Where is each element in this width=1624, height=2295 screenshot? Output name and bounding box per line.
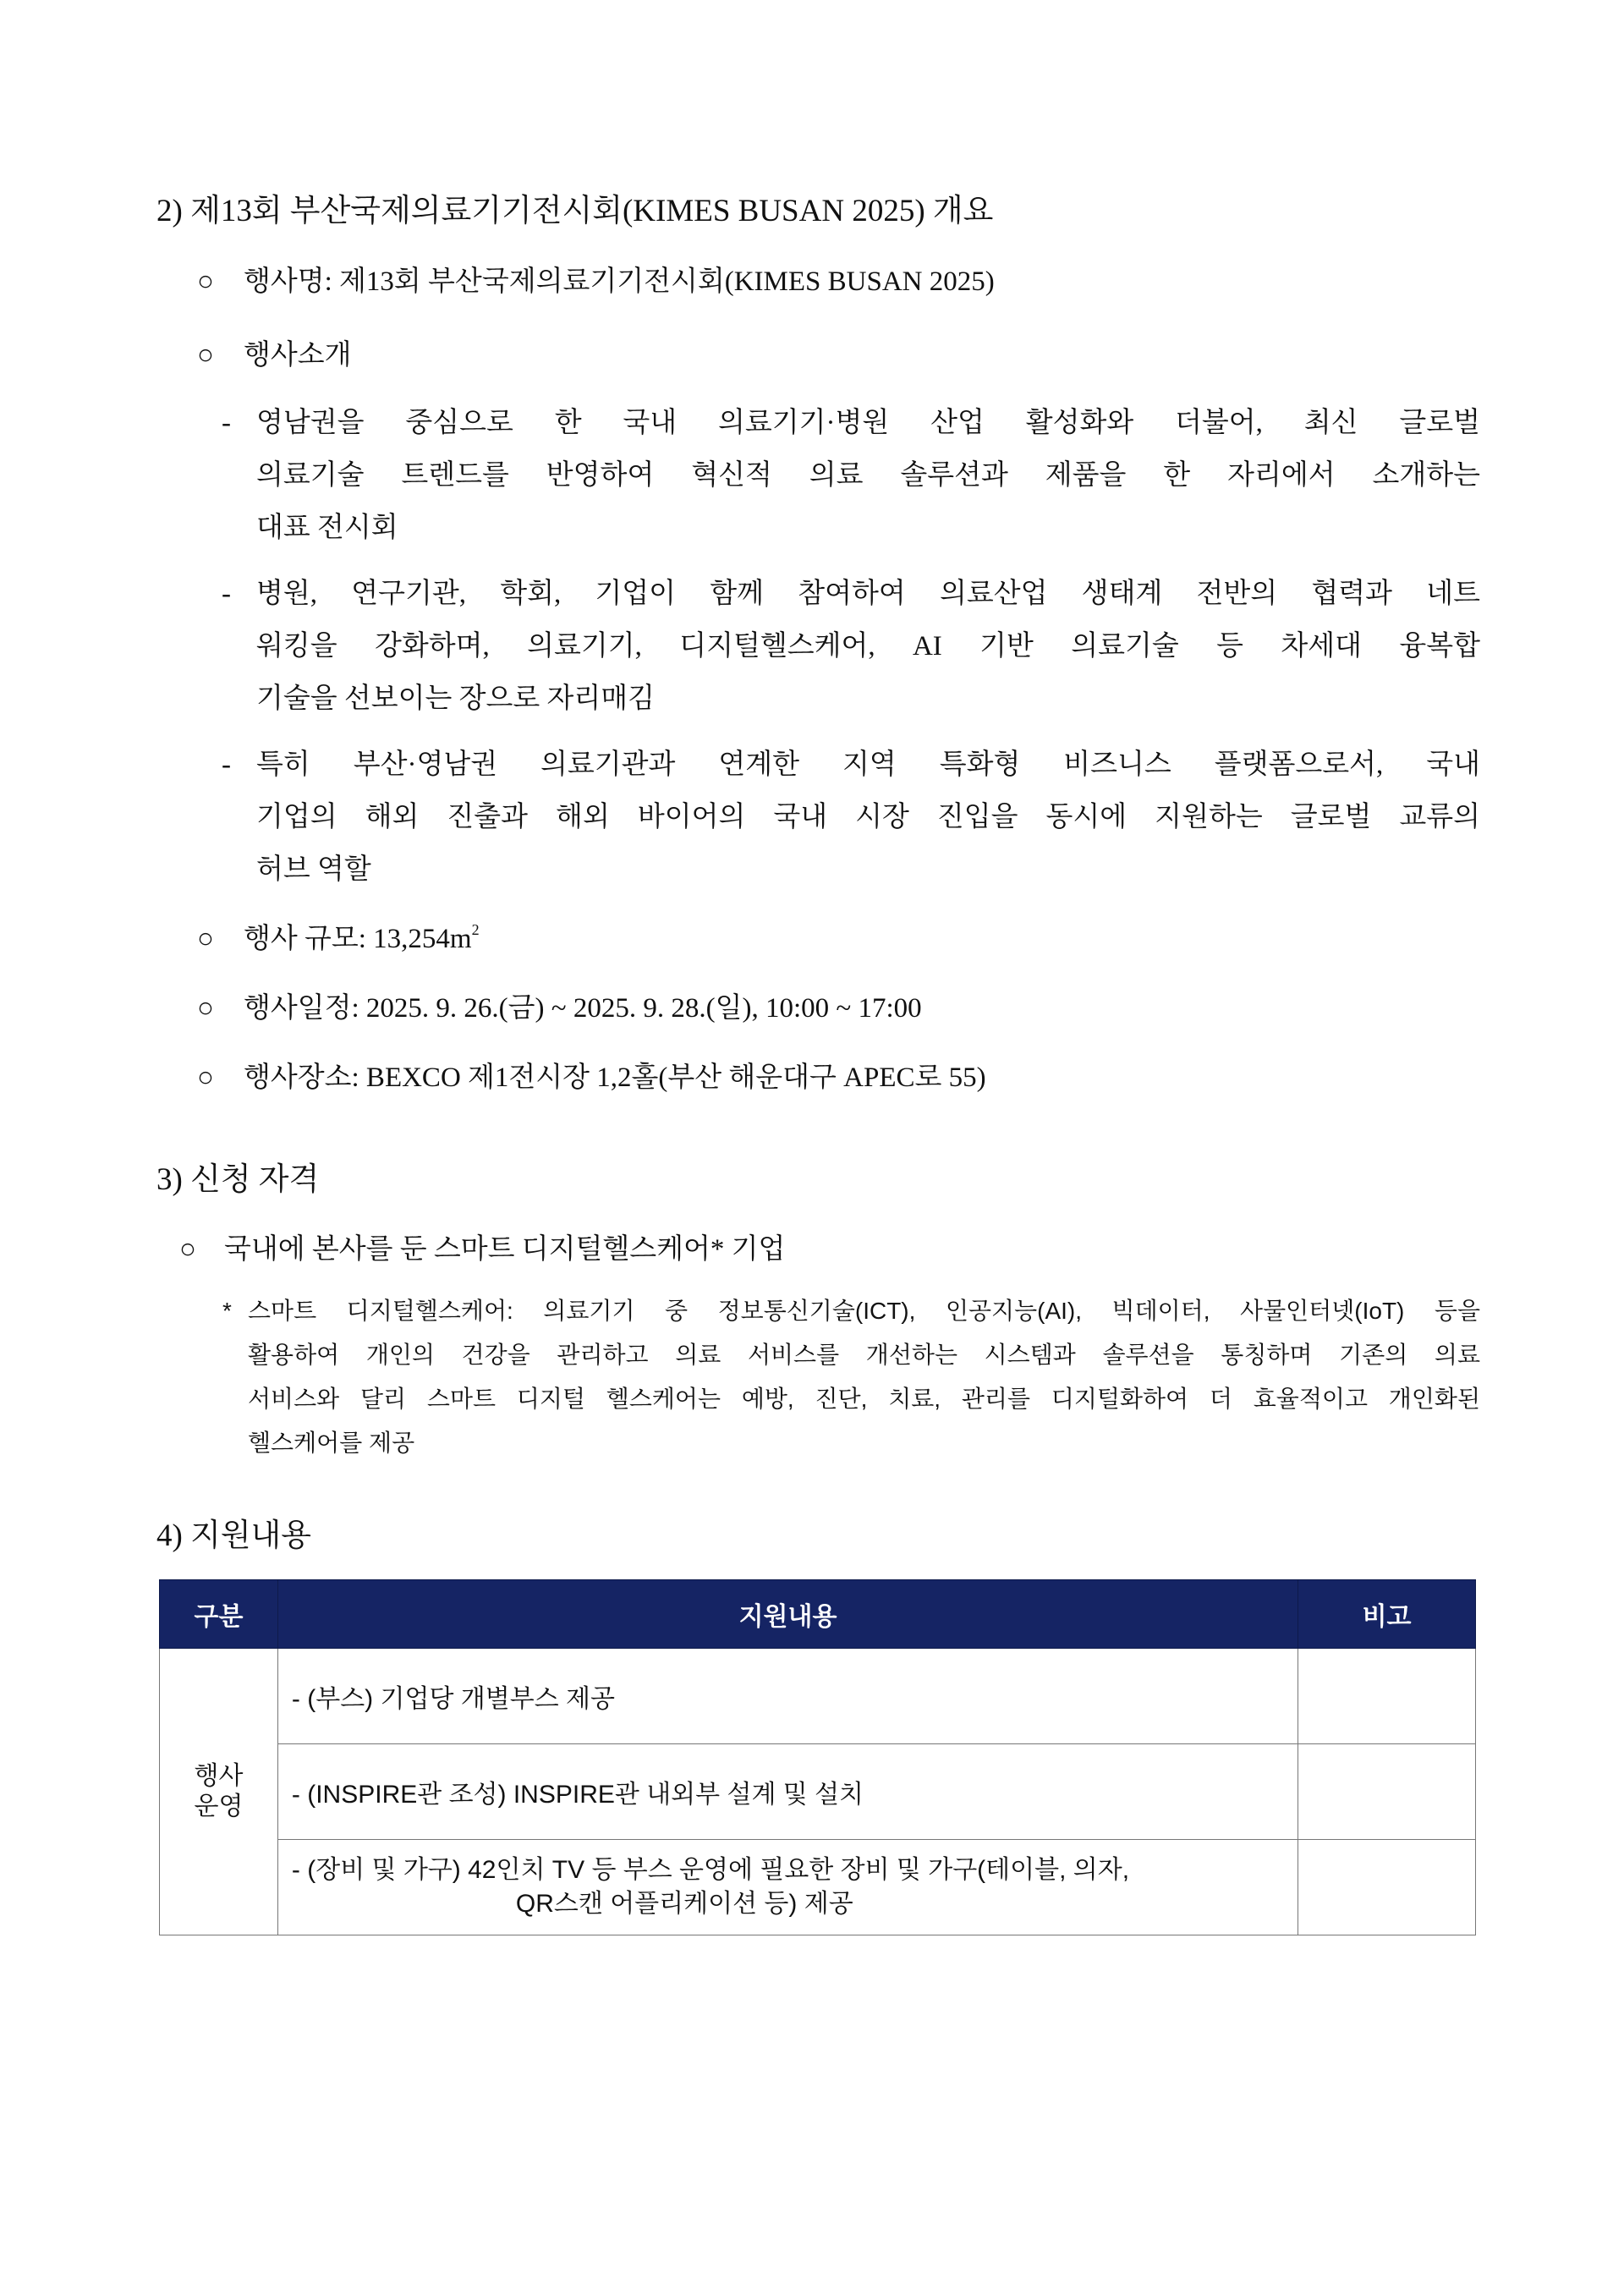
header-category: 구분 xyxy=(160,1580,278,1649)
content-cell xyxy=(277,1840,1298,1935)
note-cell xyxy=(1298,1649,1476,1744)
note-cell xyxy=(1298,1744,1476,1840)
category-cell xyxy=(160,1649,278,1935)
bullet-icon: ○ xyxy=(197,924,214,954)
bullet-icon: ○ xyxy=(197,266,214,297)
table-row xyxy=(160,1840,1476,1935)
bullet-icon: ○ xyxy=(197,340,214,371)
dash-icon: - xyxy=(222,408,231,438)
event-scale xyxy=(244,922,480,956)
content-cell: - (부스) 기업당 개별부스 제공 xyxy=(277,1649,1298,1744)
intro-item-2-line-1: 병원, 연구기관, 학회, 기업이 함께 참여하여 의료산업 생태계 전반의 협력과 네트 xyxy=(256,579,1480,609)
table-row xyxy=(160,1649,1476,1744)
note-cell xyxy=(1298,1840,1476,1935)
category-line-2: 운영 xyxy=(194,1793,244,1820)
intro-item-2-line-2: 워킹을 강화하며, 의료기기, 디지털헬스케어, AI 기반 의료기술 등 차세대 융복합 xyxy=(256,631,1480,662)
event-venue: 행사장소: BEXCO 제1전시장 1,2홀(부산 해운대구 APEC로 55) xyxy=(244,1062,986,1093)
header-note: 비고 xyxy=(1298,1580,1476,1649)
intro-item-3-line-2: 기업의 해외 진출과 해외 바이어의 국내 시장 진입을 동시에 지원하는 글로벌 교류의 xyxy=(256,802,1480,832)
content-line-2: QR스캔 어플리케이션 등) 제공 xyxy=(515,1890,853,1918)
note-line-2: 활용하여 개인의 건강을 관리하고 의료 서비스를 개선하는 시스템과 솔루션을 통칭하며 기존의 의료 xyxy=(248,1342,1480,1368)
intro-item-2-line-3: 기술을 선보이는 장으로 자리매김 xyxy=(256,684,656,714)
section-2-heading: 2) 제13회 부산국제의료기기전시회(KIMES BUSAN 2025) 개요 xyxy=(156,194,994,228)
bullet-icon: ○ xyxy=(197,1062,214,1093)
section-4-heading: 4) 지원내용 xyxy=(156,1518,312,1553)
eligibility-text: 국내에 본사를 둔 스마트 디지털헬스케어* 기업 xyxy=(224,1234,786,1265)
section-3-heading: 3) 신청 자격 xyxy=(156,1162,320,1197)
intro-item-3-line-1: 특히 부산·영남권 의료기관과 연계한 지역 특화형 비즈니스 플랫폼으로서, 국내 xyxy=(256,749,1480,780)
intro-item-1-line-3: 대표 전시회 xyxy=(256,513,398,543)
dash-icon: - xyxy=(222,749,231,780)
content-cell: - (INSPIRE관 조성) INSPIRE관 내외부 설계 및 설치 xyxy=(277,1744,1298,1840)
table-row xyxy=(160,1744,1476,1840)
note-line-3: 서비스와 달리 스마트 디지털 헬스케어는 예방, 진단, 치료, 관리를 디지털화하여 더 효율적이고 개인화된 xyxy=(248,1386,1480,1412)
intro-label: 행사소개 xyxy=(244,340,352,371)
support-table xyxy=(159,1579,1476,1935)
bullet-icon: ○ xyxy=(197,993,214,1024)
intro-item-1-line-1: 영남권을 중심으로 한 국내 의료기기·병원 산업 활성화와 더불어, 최신 글로벌 xyxy=(256,408,1480,438)
event-name: 행사명: 제13회 부산국제의료기기전시회(KIMES BUSAN 2025) xyxy=(244,266,995,297)
table-header-row xyxy=(160,1580,1476,1649)
event-schedule: 행사일정: 2025. 9. 26.(금) ~ 2025. 9. 28.(일), 10:00 ~ 17:00 xyxy=(244,993,922,1024)
category-line-1: 행사 xyxy=(194,1762,244,1790)
intro-item-3-line-3: 허브 역할 xyxy=(256,854,371,885)
note-line-1: 스마트 디지털헬스케어: 의료기기 중 정보통신기술(ICT), 인공지능(AI), 빅데이터, 사물인터넷(IoT) 등을 xyxy=(248,1298,1480,1324)
intro-item-1-line-2: 의료기술 트렌드를 반영하여 혁신적 의료 솔루션과 제품을 한 자리에서 소개하는 xyxy=(256,460,1480,491)
event-scale-value: 행사 규모: 13,254m xyxy=(244,924,472,954)
asterisk-icon: * xyxy=(222,1298,232,1324)
content-line-1: - (장비 및 가구) 42인치 TV 등 부스 운영에 필요한 장비 및 가구(테이블, 의자, xyxy=(291,1856,1130,1884)
note-line-4: 헬스케어를 제공 xyxy=(248,1430,415,1456)
header-content: 지원내용 xyxy=(277,1580,1298,1649)
dash-icon: - xyxy=(222,579,231,609)
superscript: 2 xyxy=(471,921,480,938)
bullet-icon: ○ xyxy=(179,1234,196,1265)
